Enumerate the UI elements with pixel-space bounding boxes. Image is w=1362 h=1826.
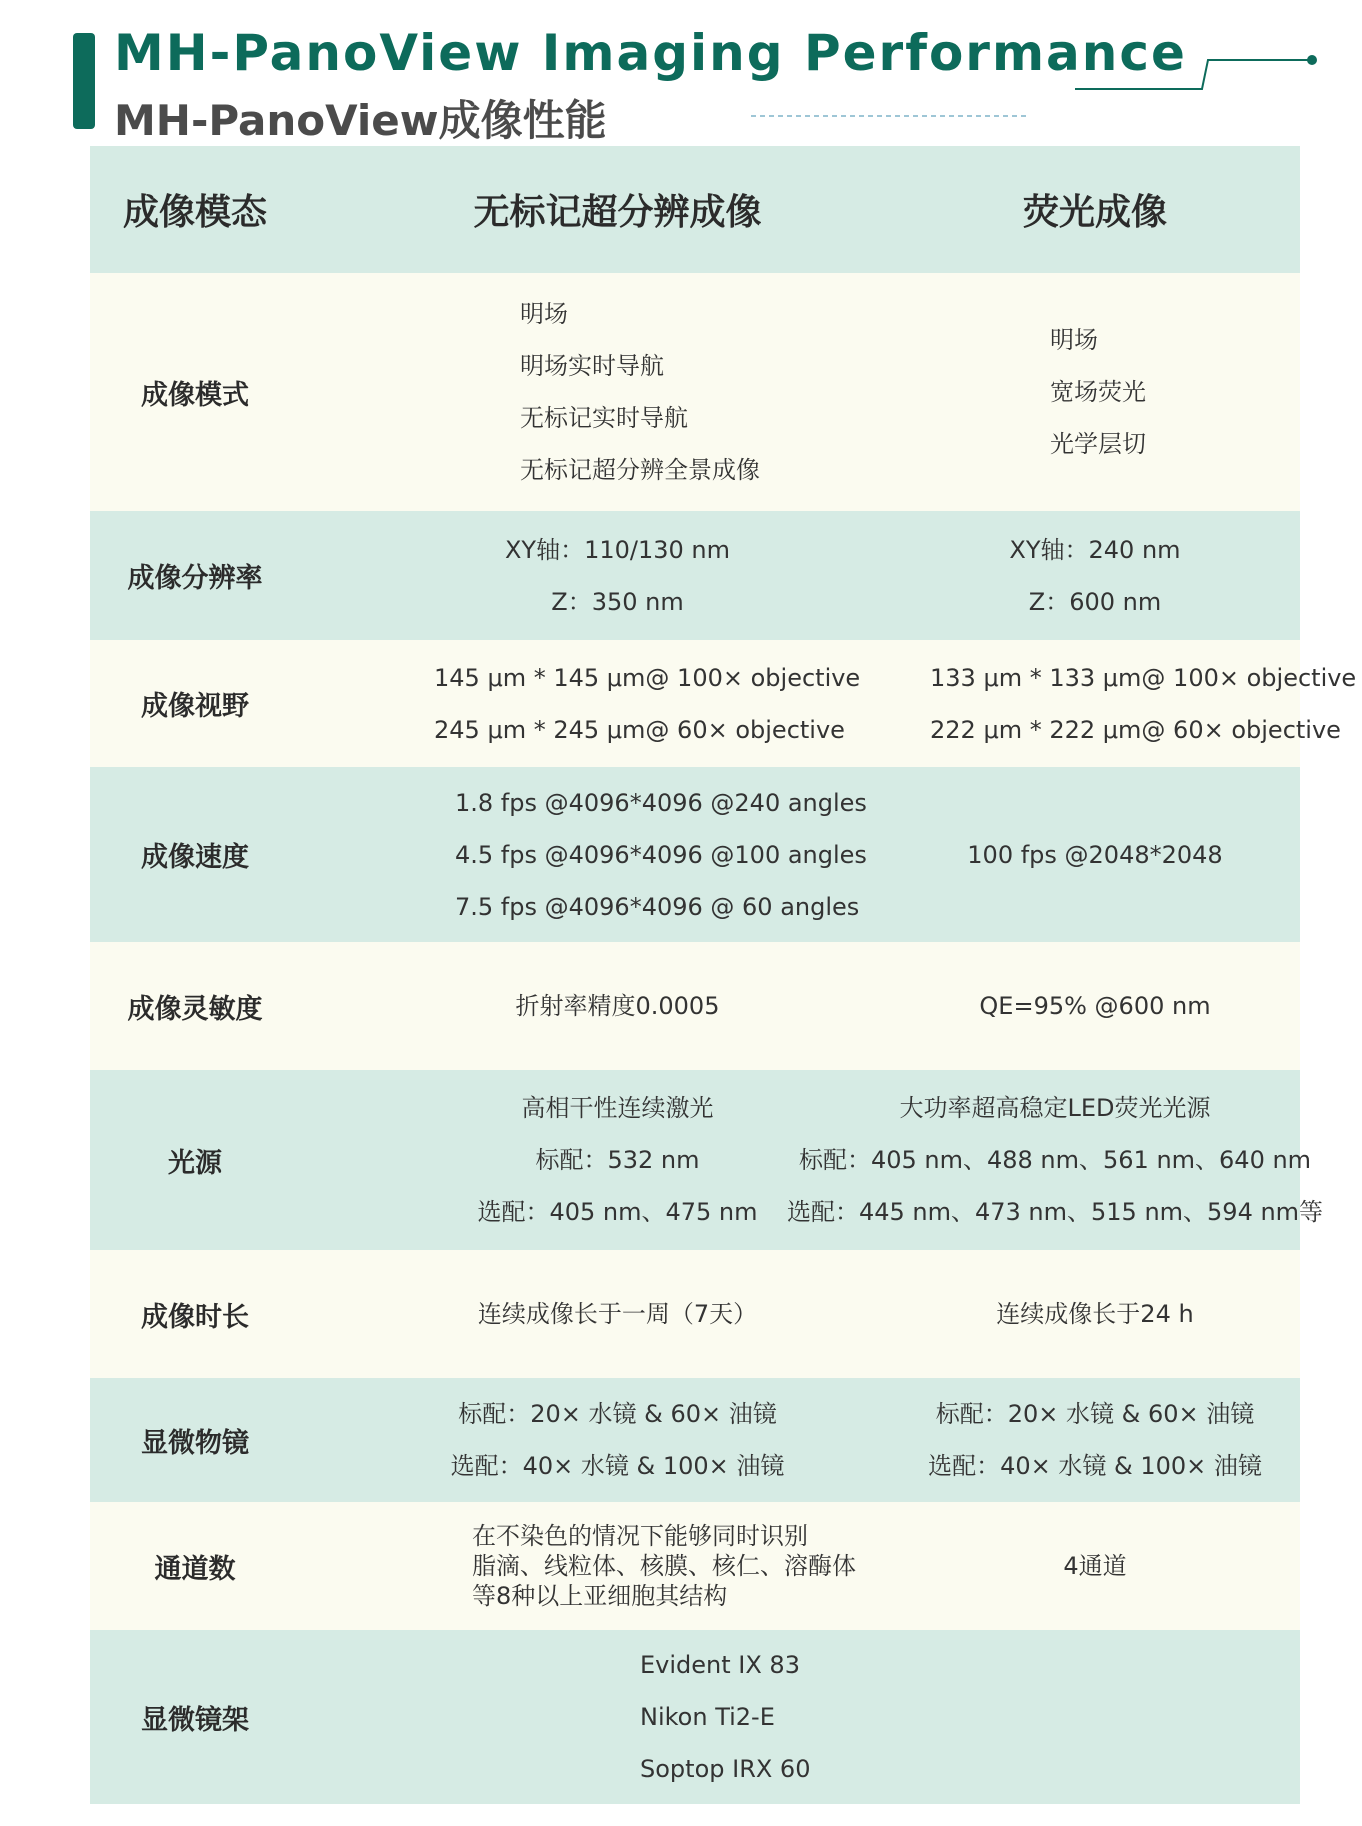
table-row [90, 1630, 1300, 1804]
cell-line: 明场实时导航 [520, 352, 664, 380]
cell-line: 133 μm * 133 μm@ 100× objective [930, 663, 1357, 692]
header-modality: 成像模态 [122, 192, 267, 233]
cell-line: 1.8 fps @4096*4096 @240 angles [455, 788, 867, 817]
cell-line: 245 μm * 245 μm@ 60× objective [434, 715, 845, 744]
row-label: 成像灵敏度 [127, 993, 263, 1025]
cell-line: XY轴：240 nm [1009, 535, 1181, 564]
cell-line: 连续成像长于一周（7天） [477, 1300, 758, 1328]
cell-line: 明场 [1050, 326, 1098, 354]
row-label: 成像视野 [141, 691, 249, 722]
cell-line: 明场 [520, 300, 568, 328]
cell-line: 无标记实时导航 [520, 404, 688, 432]
table-header-row [90, 146, 1300, 273]
row-label: 成像时长 [141, 1301, 249, 1333]
cell-line: 选配：405 nm、475 nm [477, 1198, 758, 1226]
cell-line: 标配：405 nm、488 nm、561 nm、640 nm [798, 1146, 1312, 1174]
cell-line: 脂滴、线粒体、核膜、核仁、溶酶体 [472, 1552, 856, 1580]
table-row [90, 1502, 1300, 1630]
cell-line: Soptop IRX 60 [640, 1755, 811, 1783]
title-chinese: MH-PanoView成像性能 [114, 96, 607, 145]
cell-line: 222 μm * 222 μm@ 60× objective [930, 715, 1341, 744]
cell-line: Z：600 nm [1028, 587, 1162, 616]
row-label: 显微镜架 [141, 1704, 249, 1736]
performance-table [90, 146, 1357, 1804]
cell-line: 高相干性连续激光 [521, 1094, 714, 1122]
row-label: 光源 [168, 1147, 222, 1179]
row-label: 通道数 [154, 1553, 236, 1585]
cell-line: 宽场荧光 [1050, 378, 1146, 406]
header-label-free: 无标记超分辨成像 [473, 192, 762, 233]
cell-line: 光学层切 [1050, 430, 1146, 458]
cell-line: Evident IX 83 [640, 1651, 800, 1679]
table-row [90, 1378, 1300, 1502]
row-label: 成像分辨率 [127, 563, 263, 594]
cell-line: 连续成像长于24 h [996, 1300, 1194, 1328]
cell-line: 折射率精度0.0005 [515, 992, 720, 1020]
cell-line: Nikon Ti2-E [640, 1703, 775, 1731]
table-row [90, 511, 1300, 640]
cell-line: QE=95% @600 nm [979, 992, 1211, 1020]
cell-line: 选配：40× 水镜 & 100× 油镜 [450, 1452, 785, 1480]
cell-line: 在不染色的情况下能够同时识别 [472, 1522, 808, 1550]
row-label: 成像速度 [141, 842, 249, 873]
cell-line: 100 fps @2048*2048 [967, 840, 1223, 869]
cell-line: 4.5 fps @4096*4096 @100 angles [455, 840, 867, 869]
decorative-line-graphic [0, 0, 1362, 130]
table-row [90, 942, 1300, 1070]
table-row [90, 1250, 1300, 1378]
table-row [90, 1070, 1324, 1250]
cell-line: 标配：20× 水镜 & 60× 油镜 [935, 1400, 1255, 1428]
cell-line: 等8种以上亚细胞其结构 [472, 1582, 728, 1610]
cell-line: 选配：445 nm、473 nm、515 nm、594 nm等 [786, 1198, 1324, 1226]
row-label: 显微物镜 [141, 1427, 249, 1459]
cell-line: 标配：20× 水镜 & 60× 油镜 [458, 1400, 777, 1428]
cell-line: 145 μm * 145 μm@ 100× objective [434, 663, 861, 692]
cell-line: 选配：40× 水镜 & 100× 油镜 [928, 1452, 1262, 1480]
cell-line: 无标记超分辨全景成像 [520, 456, 760, 484]
table-row [90, 640, 1357, 767]
header-fluorescence: 荧光成像 [1022, 192, 1167, 233]
cell-line: 标配：532 nm [535, 1146, 700, 1174]
table-row [90, 273, 1300, 511]
row-label: 成像模式 [141, 379, 249, 411]
title-english: MH-PanoView Imaging Performance [114, 24, 1187, 82]
cell-line: 大功率超高稳定LED荧光光源 [899, 1094, 1211, 1122]
cell-line: 7.5 fps @4096*4096 @ 60 angles [455, 892, 860, 921]
table-row [90, 767, 1300, 942]
cell-line: Z：350 nm [551, 587, 684, 616]
cell-line: 4通道 [1063, 1552, 1127, 1580]
cell-line: XY轴：110/130 nm [504, 535, 731, 564]
